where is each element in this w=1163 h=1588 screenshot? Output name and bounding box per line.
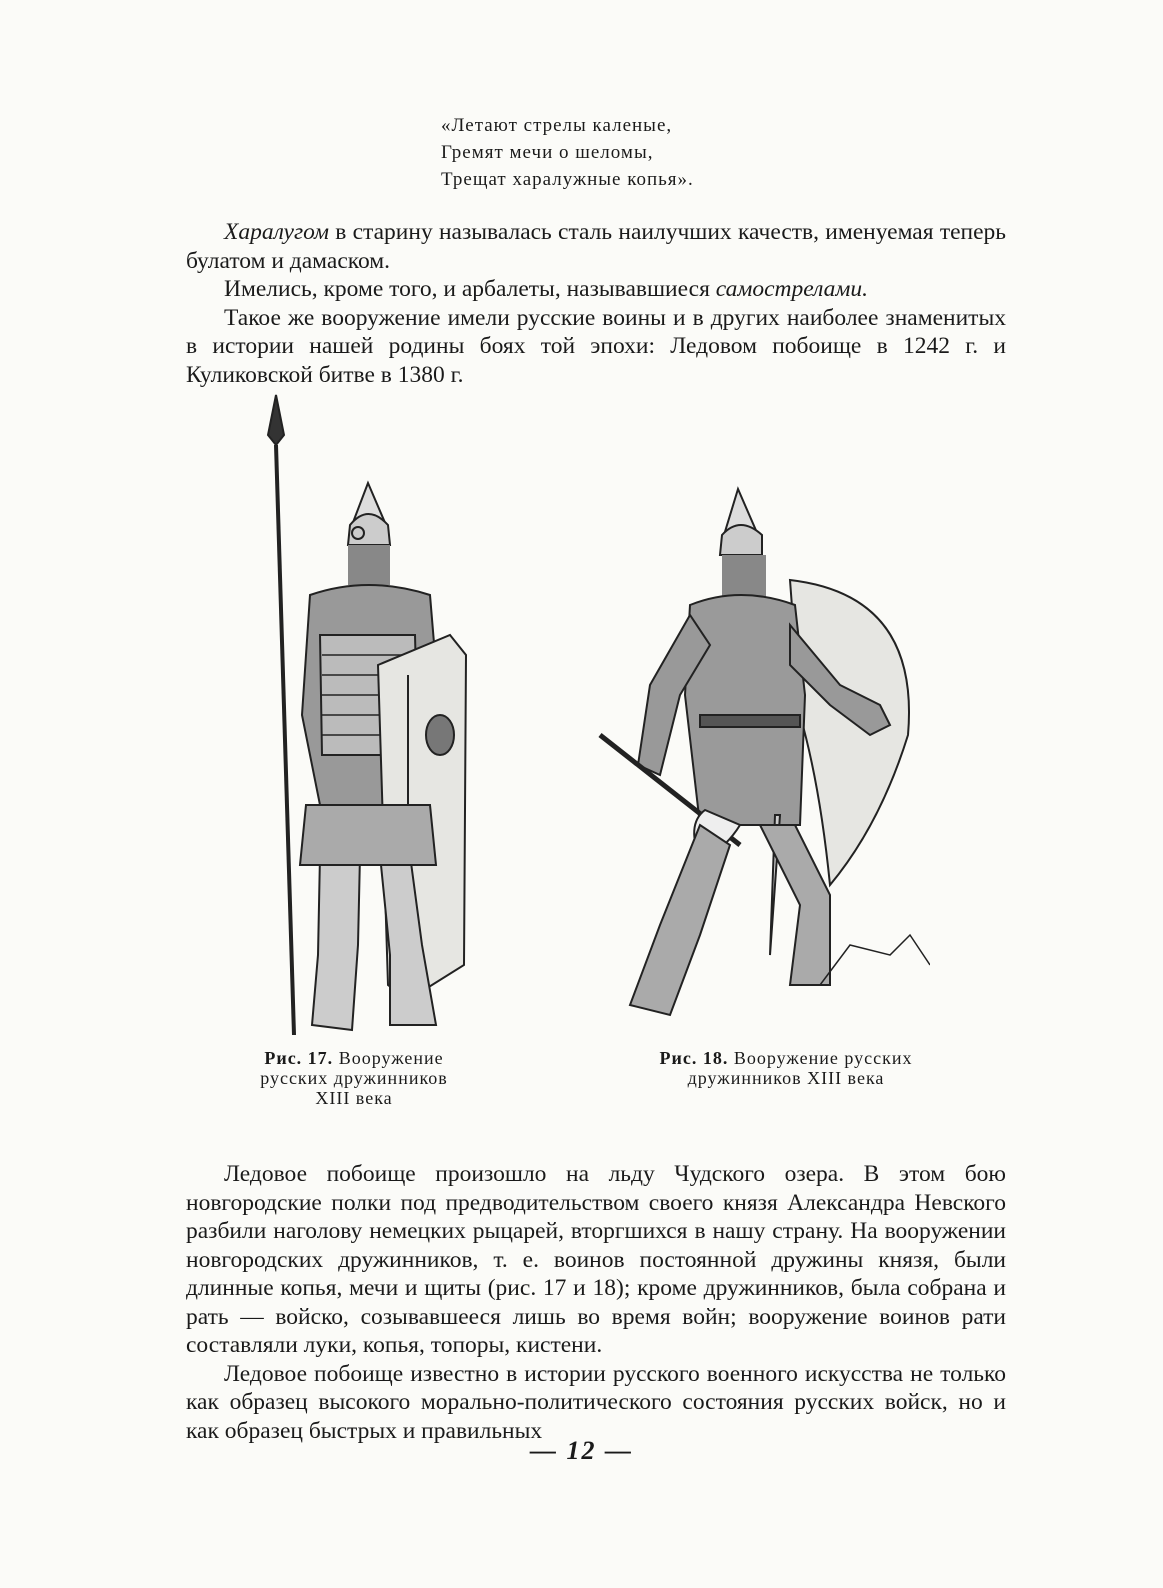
paragraph: Ледовое побоище известно в истории русского военного искусства не только как образец высокого морально-политического состояния русских войск, но и как образец быстрых и правильных [186,1360,1006,1444]
caption-line: Вооружение русских [733,1048,913,1068]
paragraph-text: в старину называлась сталь наилучших качеств, именуемая теперь булатом и дамаском. [186,219,1006,274]
figure-17-warrior-illustration [240,385,480,1045]
caption-line: Вооружение [338,1048,444,1068]
verse-block [441,112,694,193]
caption-line: русских дружинников [260,1068,448,1088]
page-number: — 12 — [530,1436,633,1465]
caption-line: дружинников XIII века [687,1068,885,1088]
term-samostrel: самострелами. [715,276,869,302]
verse-line: Гремят мечи о шеломы, [441,142,654,163]
caption-line: XIII века [315,1088,393,1108]
paragraph: Такое же вооружение имели русские воины и в других наиболее знаменитых в истории нашей родины боях той эпохи: Ледовом побоище в 1242 г. и Куликовской битве в 1380 г. [186,304,1006,388]
figure-label: Рис. 18. [659,1048,729,1068]
term-haralug: Харалугом [224,219,329,245]
upper-text [186,218,1006,389]
paragraph [186,218,1006,275]
paragraph-text: Имелись, кроме того, и арбалеты, называвшиеся [224,276,716,302]
verse-line: «Летают стрелы каленые, [441,115,673,136]
lower-text [186,1160,1006,1445]
paragraph: Ледовое побоище произошло на льду Чудского озера. В этом бою новгородские полки под предводительством своего князя Александра Невского разбили наголову немецких рыцарей, вторгшихся в нашу страну. На вооружении новгородских дружинников, т. е. воинов постоянной дружины князя, были длинные копья, мечи и щиты (рис. 17 и 18); кроме дружинников, была собрана и рать — войско, созывавшееся лишь во время войн; вооружение воинов рати составляли луки, копья, топоры, кистени. [186,1161,1006,1358]
figure-18-caption [616,1048,956,1088]
figure-17-caption [226,1048,482,1108]
paragraph [186,275,1006,304]
figure-18-warrior-illustration [590,485,930,1045]
figure-label: Рис. 17. [264,1048,334,1068]
verse-line: Трещат харалужные копья». [441,169,694,190]
